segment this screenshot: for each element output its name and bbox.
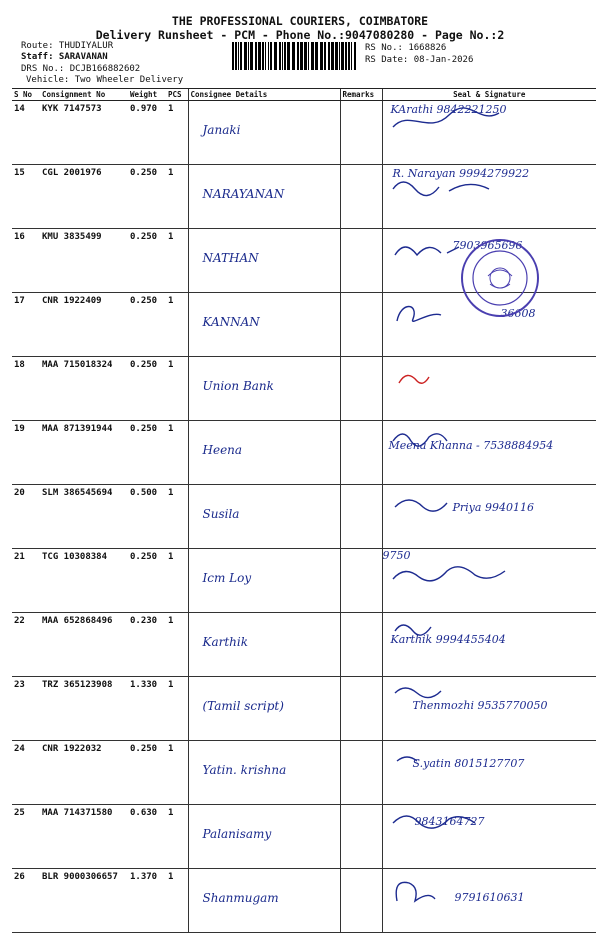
header-weight: Weight	[128, 89, 166, 101]
cell-signature	[382, 485, 596, 549]
barcode-bar	[351, 42, 352, 70]
cell-consignment-no: MAA 714371580	[40, 805, 128, 869]
cell-weight: 1.330	[128, 677, 166, 741]
cell-sno: 21	[12, 549, 40, 613]
cell-pcs: 1	[166, 805, 188, 869]
table-row	[12, 485, 596, 549]
cell-consignment-no: KYK 7147573	[40, 101, 128, 165]
cell-signature	[382, 549, 596, 613]
cell-remarks	[340, 869, 382, 933]
cell-weight: 0.250	[128, 741, 166, 805]
cell-consignee-name: Palanisamy	[188, 805, 340, 869]
cell-consignment-no: TCG 10308384	[40, 549, 128, 613]
cell-weight: 0.250	[128, 357, 166, 421]
header-pcs: PCS	[166, 89, 188, 101]
signature-text: Meena Khanna - 7538884954	[388, 439, 554, 452]
cell-pcs: 1	[166, 165, 188, 229]
cell-consignment-no: MAA 715018324	[40, 357, 128, 421]
barcode-bar	[311, 42, 314, 70]
cell-consignee-name: KANNAN	[188, 293, 340, 357]
cell-pcs: 1	[166, 421, 188, 485]
cell-consignee-name: Janaki	[188, 101, 340, 165]
cell-consignee-name: NATHAN	[188, 229, 340, 293]
cell-sno: 22	[12, 613, 40, 677]
barcode-bar	[324, 42, 326, 70]
cell-pcs: 1	[166, 229, 188, 293]
barcode-bar	[265, 42, 266, 70]
cell-consignee-name: Karthik	[188, 613, 340, 677]
barcode-bar	[328, 42, 330, 70]
cell-weight: 0.250	[128, 165, 166, 229]
cell-signature	[382, 869, 596, 933]
cell-remarks	[340, 357, 382, 421]
cell-consignee-name: Union Bank	[188, 357, 340, 421]
signature-text: 9791610631	[454, 891, 525, 904]
table-row	[12, 741, 596, 805]
cell-pcs: 1	[166, 485, 188, 549]
cell-sno: 23	[12, 677, 40, 741]
barcode-bar	[284, 42, 286, 70]
cell-sno: 18	[12, 357, 40, 421]
barcode-bar	[300, 42, 303, 70]
table-row	[12, 165, 596, 229]
cell-sno: 17	[12, 293, 40, 357]
cell-pcs: 1	[166, 869, 188, 933]
barcode-bar	[255, 42, 257, 70]
signature-text: KArathi 9842221250	[390, 103, 507, 116]
barcode-bar	[335, 42, 338, 70]
barcode-bar	[268, 42, 269, 70]
cell-sno: 24	[12, 741, 40, 805]
cell-weight: 0.970	[128, 101, 166, 165]
header-consignee: Consignee Details	[188, 89, 340, 101]
vehicle: Vehicle: Two Wheeler Delivery	[26, 75, 184, 85]
table-row	[12, 421, 596, 485]
seal-stamp	[458, 236, 542, 320]
barcode-bar	[354, 42, 356, 70]
runsheet-subtitle: Delivery Runsheet - PCM - Phone No.:9047080280 - Page No.:2	[95, 28, 505, 42]
cell-sno: 20	[12, 485, 40, 549]
cell-consignee-name: Icm Loy	[188, 549, 340, 613]
cell-remarks	[340, 421, 382, 485]
barcode-bar	[250, 42, 253, 70]
cell-remarks	[340, 805, 382, 869]
barcode-bar	[287, 42, 290, 70]
cell-remarks	[340, 549, 382, 613]
cell-remarks	[340, 741, 382, 805]
barcode-bar	[339, 42, 340, 70]
barcode-bar	[248, 42, 249, 70]
cell-pcs: 1	[166, 293, 188, 357]
cell-pcs: 1	[166, 741, 188, 805]
header-seal-signature: Seal & Signature	[382, 89, 596, 101]
table-row	[12, 549, 596, 613]
barcode-bar	[244, 42, 247, 70]
rs-number: RS No.: 1668826	[365, 43, 447, 53]
barcode-bar	[320, 42, 323, 70]
cell-consignee-name: Yatin. krishna	[188, 741, 340, 805]
cell-consignment-no: CNR 1922409	[40, 293, 128, 357]
header-remarks: Remarks	[340, 89, 382, 101]
cell-consignment-no: MAA 871391944	[40, 421, 128, 485]
cell-signature	[382, 741, 596, 805]
table-row	[12, 805, 596, 869]
cell-consignment-no: SLM 386545694	[40, 485, 128, 549]
barcode-bar	[345, 42, 347, 70]
cell-weight: 0.250	[128, 229, 166, 293]
signature-text: Priya 9940116	[452, 501, 534, 514]
signature-text: 9750	[382, 549, 411, 562]
signature-text: Thenmozhi 9535770050	[412, 699, 548, 712]
cell-remarks	[340, 229, 382, 293]
cell-consignment-no: TRZ 365123908	[40, 677, 128, 741]
table-row	[12, 101, 596, 165]
barcode-bar	[270, 42, 272, 70]
cell-sno: 16	[12, 229, 40, 293]
cell-weight: 0.500	[128, 485, 166, 549]
barcode-bar	[297, 42, 299, 70]
barcode-bar	[258, 42, 261, 70]
barcode-bar	[341, 42, 344, 70]
signature-text: Karthik 9994455404	[390, 633, 506, 646]
cell-consignee-name: Shanmugam	[188, 869, 340, 933]
barcode-bar	[304, 42, 307, 70]
barcode-bar	[292, 42, 295, 70]
barcode-bar	[308, 42, 309, 70]
cell-remarks	[340, 677, 382, 741]
cell-signature	[382, 677, 596, 741]
cell-sno: 25	[12, 805, 40, 869]
cell-weight: 0.250	[128, 549, 166, 613]
signature-text: 7903965696	[452, 239, 523, 252]
barcode-bar	[274, 42, 277, 70]
table-header-row	[12, 89, 596, 101]
cell-pcs: 1	[166, 101, 188, 165]
cell-pcs: 1	[166, 613, 188, 677]
company-title: THE PROFESSIONAL COURIERS, COIMBATORE	[171, 14, 429, 28]
table-row	[12, 357, 596, 421]
staff: Staff: SARAVANAN	[21, 52, 108, 62]
cell-remarks	[340, 613, 382, 677]
cell-weight: 0.250	[128, 293, 166, 357]
barcode-bar	[315, 42, 318, 70]
rs-date: RS Date: 08-Jan-2026	[365, 55, 474, 65]
header-consignment: Consignment No	[40, 89, 128, 101]
cell-sno: 26	[12, 869, 40, 933]
cell-consignee-name: (Tamil script)	[188, 677, 340, 741]
signature-text: S.yatin 8015127707	[412, 757, 525, 770]
cell-consignment-no: CGL 2001976	[40, 165, 128, 229]
cell-pcs: 1	[166, 357, 188, 421]
cell-consignee-name: Heena	[188, 421, 340, 485]
drs-number: DRS No.: DCJB166882602	[21, 64, 141, 74]
cell-consignment-no: KMU 3835499	[40, 229, 128, 293]
cell-remarks	[340, 485, 382, 549]
cell-remarks	[340, 101, 382, 165]
barcode-bar	[282, 42, 283, 70]
cell-signature	[382, 613, 596, 677]
cell-remarks	[340, 293, 382, 357]
cell-weight: 0.230	[128, 613, 166, 677]
barcode-bar	[232, 42, 234, 70]
cell-consignee-name: NARAYANAN	[188, 165, 340, 229]
cell-signature	[382, 165, 596, 229]
barcode-bar	[240, 42, 242, 70]
barcode-bar	[348, 42, 350, 70]
cell-consignment-no: MAA 652868496	[40, 613, 128, 677]
signature-text: 36608	[500, 307, 536, 320]
cell-consignment-no: BLR 9000306657	[40, 869, 128, 933]
runsheet-table	[12, 88, 596, 933]
cell-signature	[382, 101, 596, 165]
barcode-bar	[279, 42, 281, 70]
cell-sno: 14	[12, 101, 40, 165]
cell-weight: 1.370	[128, 869, 166, 933]
cell-remarks	[340, 165, 382, 229]
route: Route: THUDIYALUR	[21, 41, 114, 51]
cell-consignment-no: CNR 1922032	[40, 741, 128, 805]
cell-signature	[382, 805, 596, 869]
cell-weight: 0.630	[128, 805, 166, 869]
table-row	[12, 677, 596, 741]
table-row	[12, 613, 596, 677]
barcode-bar	[331, 42, 334, 70]
cell-signature	[382, 421, 596, 485]
barcode-bar	[235, 42, 237, 70]
cell-pcs: 1	[166, 677, 188, 741]
cell-sno: 15	[12, 165, 40, 229]
handwritten-signature	[389, 361, 529, 397]
barcode-bar	[238, 42, 239, 70]
barcode	[232, 42, 360, 70]
barcode-bar	[262, 42, 264, 70]
cell-sno: 19	[12, 421, 40, 485]
cell-weight: 0.250	[128, 421, 166, 485]
table-row	[12, 869, 596, 933]
cell-signature	[382, 357, 596, 421]
header-sno: S No	[12, 89, 40, 101]
signature-text: R. Narayan 9994279922	[392, 167, 530, 180]
cell-pcs: 1	[166, 549, 188, 613]
signature-text: 9843164727	[414, 815, 485, 828]
cell-consignee-name: Susila	[188, 485, 340, 549]
